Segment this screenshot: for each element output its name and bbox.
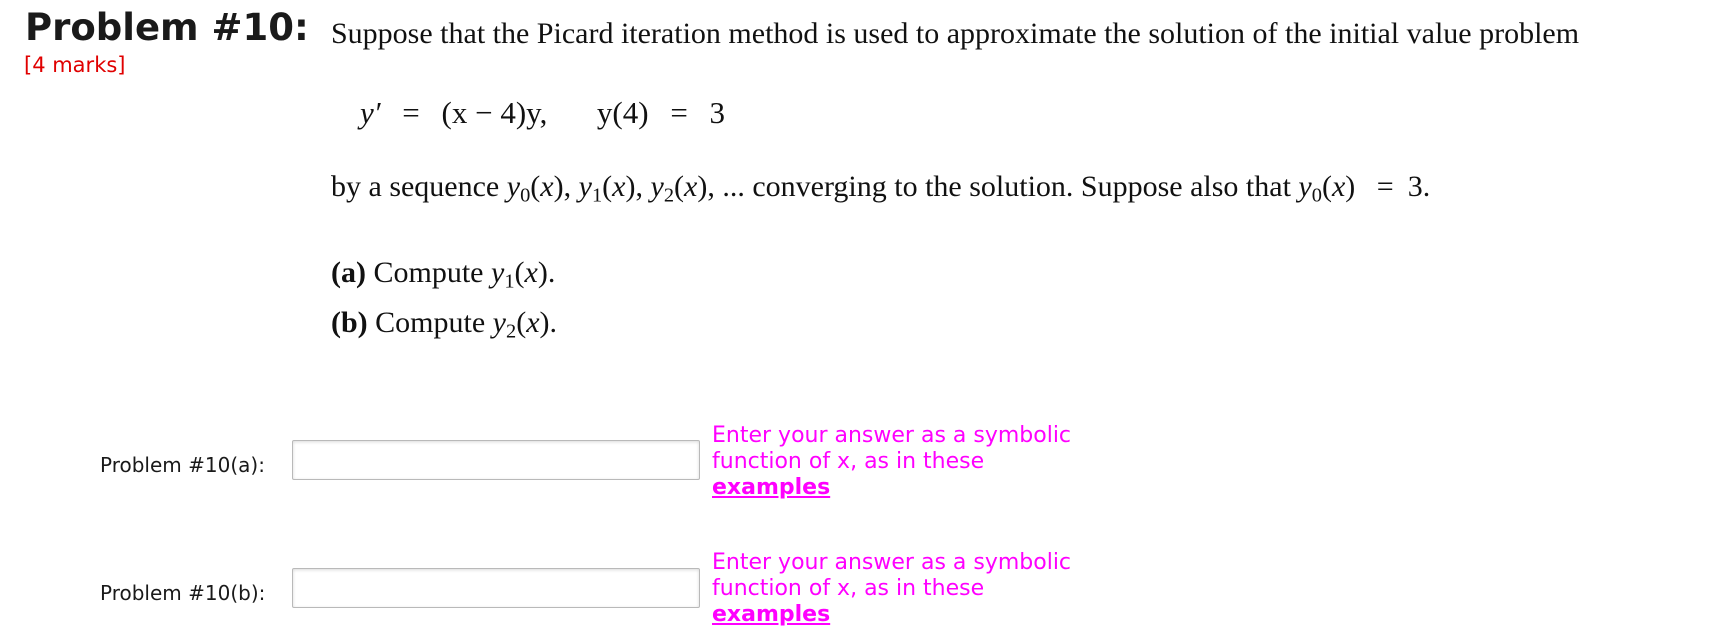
answer-b-hint-text: Enter your answer as a symbolic function of x, as in these (712, 550, 1072, 601)
part-a (331, 256, 555, 294)
sequence-terms: $y_0(x)$, $y_1(x)$, $y_2(x)$, ... (506, 170, 745, 207)
answer-a-input[interactable] (292, 440, 700, 480)
part-b-target: $y_2(x)$. (492, 306, 558, 343)
differential-equation (360, 95, 725, 131)
part-b-label: (b) (331, 306, 368, 339)
answer-a-label: Problem #10(a): (100, 453, 265, 477)
sequence-lead: by a sequence (331, 170, 500, 203)
part-a-target: $y_1(x)$. (490, 256, 556, 293)
answer-a-hint-text: Enter your answer as a symbolic function of x, as in these (712, 423, 1072, 474)
answer-a-hint (712, 423, 1082, 501)
sequence-sentence (331, 170, 1430, 208)
answer-a-examples-link[interactable]: examples (712, 475, 831, 500)
sequence-tail: converging to the solution. Suppose also that (752, 170, 1291, 203)
answer-b-label: Problem #10(b): (100, 581, 266, 605)
marks-label: [4 marks] (24, 53, 126, 77)
y0-value: 3. (1407, 170, 1431, 203)
part-a-text: Compute (373, 256, 484, 289)
part-a-label: (a) (331, 256, 366, 289)
part-b-text: Compute (375, 306, 486, 339)
y0-symbol: $y_0(x)$ (1298, 170, 1356, 207)
eq-initial-condition: y(4) (596, 95, 649, 130)
part-b (331, 306, 557, 344)
eq-rhs: (x − 4)y, (441, 95, 548, 130)
problem-title: Problem #10: (25, 6, 309, 49)
sequence-equals: = (1376, 170, 1394, 203)
eq-equals-2: = (670, 95, 688, 130)
eq-lhs: y′ (360, 95, 381, 130)
eq-equals-1: = (402, 95, 420, 130)
answer-b-examples-link[interactable]: examples (712, 602, 831, 627)
eq-initial-value: 3 (709, 95, 726, 130)
problem-intro: Suppose that the Picard iteration method is used to approximate the solution of the initial value problem (331, 17, 1580, 50)
answer-b-hint (712, 550, 1082, 628)
answer-b-input[interactable] (292, 568, 700, 608)
